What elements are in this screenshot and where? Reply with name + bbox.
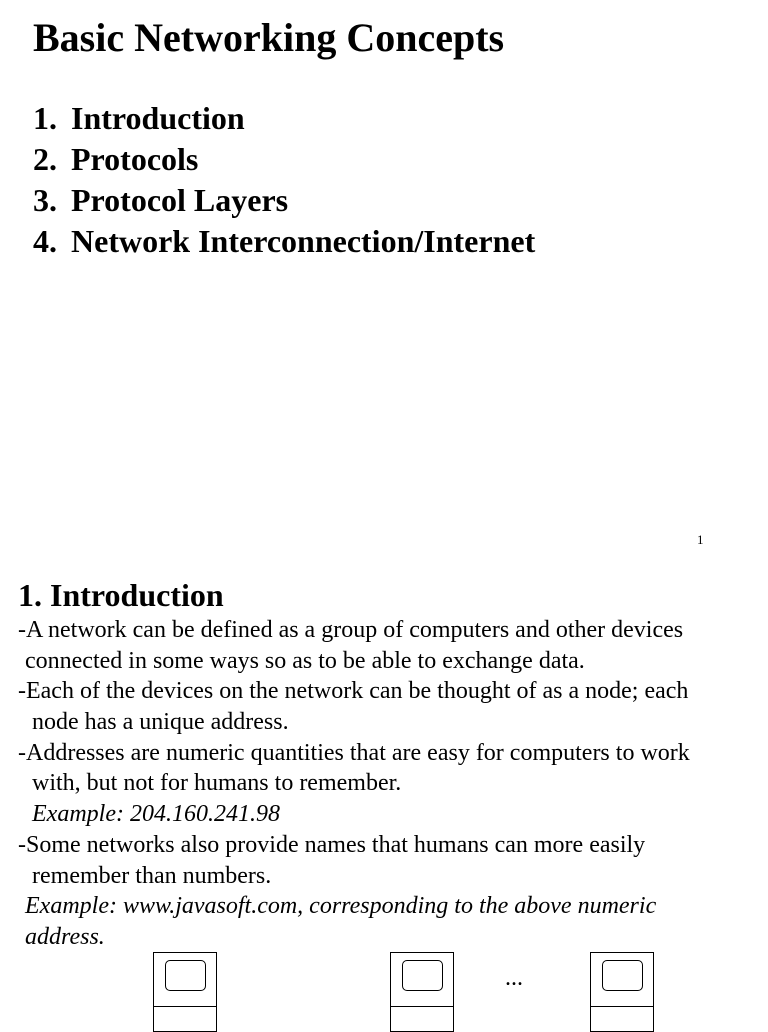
example-line: Example: 204.160.241.98	[32, 801, 280, 828]
example-line: address.	[25, 923, 105, 950]
paragraph-line: node has a unique address.	[32, 709, 289, 736]
toc-label: Protocol Layers	[71, 182, 289, 218]
computer-icon	[153, 952, 217, 1032]
monitor-screen-icon	[602, 960, 643, 991]
body-text	[18, 615, 758, 953]
toc-number: 4.	[33, 223, 57, 259]
computer-icon	[590, 952, 654, 1032]
table-of-contents	[33, 98, 535, 262]
toc-number: 1.	[33, 100, 57, 136]
toc-label: Network Interconnection/Internet	[71, 223, 536, 259]
paragraph-line: -Addresses are numeric quantities that are easy for computers to work	[18, 739, 690, 766]
toc-item-protocols	[33, 139, 535, 180]
paragraph-line: -Some networks also provide names that humans can more easily	[18, 831, 646, 858]
ellipsis: ...	[505, 965, 523, 991]
paragraph-line: connected in some ways so as to be able to exchange data.	[25, 647, 585, 674]
monitor-screen-icon	[165, 960, 206, 991]
toc-item-network-interconnection	[33, 221, 535, 262]
toc-number: 2.	[33, 141, 57, 177]
section-heading: 1. Introduction	[18, 577, 224, 613]
toc-label: Introduction	[71, 100, 245, 136]
paragraph-line: remember than numbers.	[32, 862, 272, 889]
example-line: Example: www.javasoft.com, corresponding to the above numeric	[25, 893, 657, 920]
computer-icon	[390, 952, 454, 1032]
toc-number: 3.	[33, 182, 57, 218]
page-number: 1	[697, 532, 704, 547]
toc-item-introduction	[33, 98, 535, 139]
toc-label: Protocols	[71, 141, 199, 177]
monitor-screen-icon	[402, 960, 443, 991]
paragraph-line: with, but not for humans to remember.	[32, 770, 402, 797]
paragraph-line: -A network can be defined as a group of computers and other devices	[18, 617, 684, 643]
paragraph-line: -Each of the devices on the network can be thought of as a node; each	[18, 678, 689, 705]
toc-item-protocol-layers	[33, 180, 535, 221]
page-title: Basic Networking Concepts	[33, 15, 505, 60]
